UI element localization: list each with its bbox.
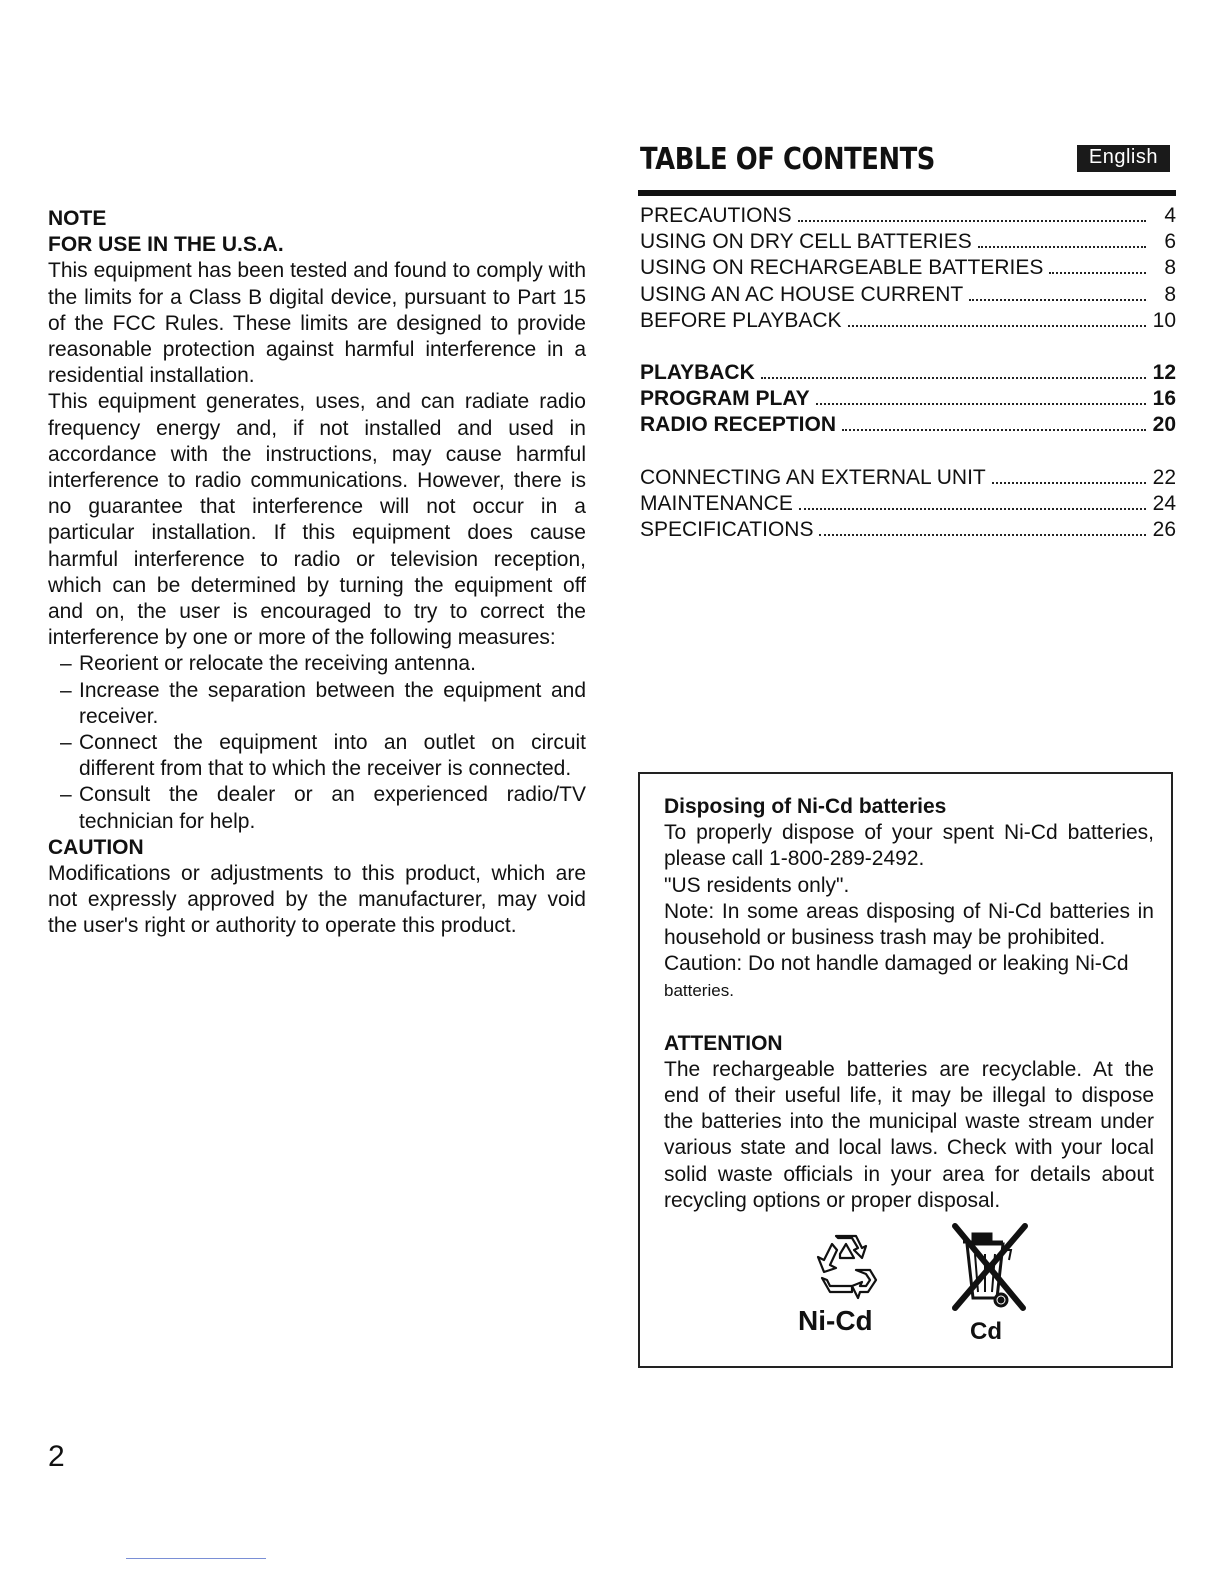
toc-entry-page: 16	[1152, 387, 1176, 411]
toc-leader	[819, 533, 1146, 536]
dispose-line-4-tail: batteries.	[664, 981, 734, 1001]
bottom-rule	[126, 1558, 266, 1559]
toc-group-other	[640, 466, 1176, 545]
caution-text: Modifications or adjustments to this product, which are not expressly approved by the manufacturer, may void the user's right or authority to operate this product.	[48, 862, 586, 938]
measure-item: – Connect the equipment into an outlet on circuit different from that to which the receiver is connected.	[48, 730, 586, 782]
note-heading: NOTE	[48, 207, 107, 230]
toc-entry-label: USING ON RECHARGEABLE BATTERIES	[640, 256, 1044, 280]
toc-entry-label: RADIO RECEPTION	[640, 413, 837, 437]
cd-label: Cd	[970, 1318, 1002, 1345]
toc-entry-label: CONNECTING AN EXTERNAL UNIT	[640, 465, 986, 489]
attention-heading: ATTENTION	[664, 1031, 783, 1055]
crossed-out-bin-icon	[945, 1220, 1035, 1320]
toc-entry[interactable]	[640, 361, 1176, 387]
toc-leader	[978, 245, 1146, 248]
toc-entry[interactable]	[640, 413, 1176, 439]
dispose-line-4-main: Caution: Do not handle damaged or leaking Ni-Cd	[664, 952, 1129, 976]
toc-entry-page: 12	[1152, 360, 1176, 384]
toc-entry-label: USING AN AC HOUSE CURRENT	[640, 282, 964, 306]
toc-group-operation	[640, 361, 1176, 440]
dispose-line-3: Note: In some areas disposing of Ni-Cd batteries in household or business trash may be prohibited.	[664, 899, 1154, 950]
toc-leader	[848, 324, 1146, 327]
battery-disposal-text	[664, 794, 1154, 1214]
toc-entry-label: MAINTENANCE	[640, 491, 793, 515]
dispose-line-2: "US residents only".	[664, 873, 850, 897]
table-of-contents	[640, 204, 1176, 544]
toc-entry-page: 8	[1164, 256, 1176, 280]
recycle-icon	[810, 1230, 880, 1300]
toc-leader	[761, 376, 1146, 379]
toc-header	[638, 140, 1176, 196]
fcc-paragraph-1: This equipment has been tested and found to comply with the limits for a Class B digital device, pursuant to Part 15 of the FCC Rules. These limits are designed to provide reasonable protection against harmful interference in a residential installation.	[48, 259, 586, 388]
measures-list	[48, 651, 586, 834]
toc-entry[interactable]	[640, 309, 1176, 335]
dispose-line-4	[664, 951, 1154, 1004]
toc-entry[interactable]	[640, 283, 1176, 309]
toc-entry-label: PROGRAM PLAY	[640, 387, 810, 411]
toc-entry[interactable]	[640, 387, 1176, 413]
toc-entry-page: 22	[1152, 465, 1176, 489]
toc-entry[interactable]	[640, 230, 1176, 256]
toc-group-setup	[640, 204, 1176, 335]
toc-title: TABLE OF CONTENTS	[640, 142, 935, 177]
toc-leader	[798, 219, 1146, 222]
measure-item: – Reorient or relocate the receiving antenna.	[48, 651, 586, 677]
toc-entry-page: 4	[1164, 204, 1176, 227]
toc-entry[interactable]	[640, 204, 1176, 230]
toc-entry-label: BEFORE PLAYBACK	[640, 308, 842, 332]
toc-leader	[992, 481, 1146, 484]
fcc-paragraph-2: This equipment generates, uses, and can radiate radio frequency energy and, if not installed and used in accordance with the instructions, may cause harmful interference to radio communications. However, there is no guarantee that interference will not occur in a particular installation. If this equipment does cause harmful interference to radio or television reception, which can be determined by turning the equipment off and on, the user is encouraged to try to correct the interference by one or more of the following measures:	[48, 390, 586, 650]
toc-entry[interactable]	[640, 466, 1176, 492]
toc-leader	[842, 428, 1146, 431]
toc-leader	[816, 402, 1146, 405]
toc-entry-label: USING ON DRY CELL BATTERIES	[640, 230, 972, 254]
dispose-line-1: To properly dispose of your spent Ni-Cd batteries, please call 1-800-289-2492.	[664, 821, 1154, 871]
measure-item: – Consult the dealer or an experienced radio/TV technician for help.	[48, 782, 586, 834]
usa-heading: FOR USE IN THE U.S.A.	[48, 233, 284, 257]
toc-entry-page: 6	[1164, 230, 1176, 254]
nicd-label: Ni-Cd	[798, 1305, 873, 1336]
toc-entry-page: 20	[1152, 413, 1176, 437]
toc-entry-page: 26	[1152, 517, 1176, 541]
toc-leader	[969, 298, 1146, 301]
language-badge: English	[1077, 145, 1170, 172]
toc-entry-label: PRECAUTIONS	[640, 204, 792, 227]
page-number: 2	[48, 1440, 65, 1473]
toc-entry-page: 8	[1164, 282, 1176, 306]
fcc-notice-column	[48, 206, 586, 940]
toc-entry-page: 24	[1152, 491, 1176, 515]
attention-text: The rechargeable batteries are recyclable. At the end of their useful life, it may be illegal to dispose the batteries into the municipal waste stream under various state and local laws. Check with your local solid waste officials in your area for details about recycling options or proper disposal.	[664, 1057, 1154, 1212]
toc-entry-page: 10	[1152, 308, 1176, 332]
toc-entry[interactable]	[640, 518, 1176, 544]
toc-leader	[799, 507, 1146, 510]
toc-entry-label: PLAYBACK	[640, 360, 755, 384]
toc-leader	[1049, 271, 1146, 274]
toc-entry[interactable]	[640, 256, 1176, 282]
battery-symbols	[790, 1220, 1050, 1350]
caution-heading: CAUTION	[48, 835, 144, 859]
dispose-heading: Disposing of Ni-Cd batteries	[664, 795, 947, 818]
measure-item: – Increase the separation between the equipment and receiver.	[48, 678, 586, 730]
toc-entry-label: SPECIFICATIONS	[640, 517, 814, 541]
toc-entry[interactable]	[640, 492, 1176, 518]
